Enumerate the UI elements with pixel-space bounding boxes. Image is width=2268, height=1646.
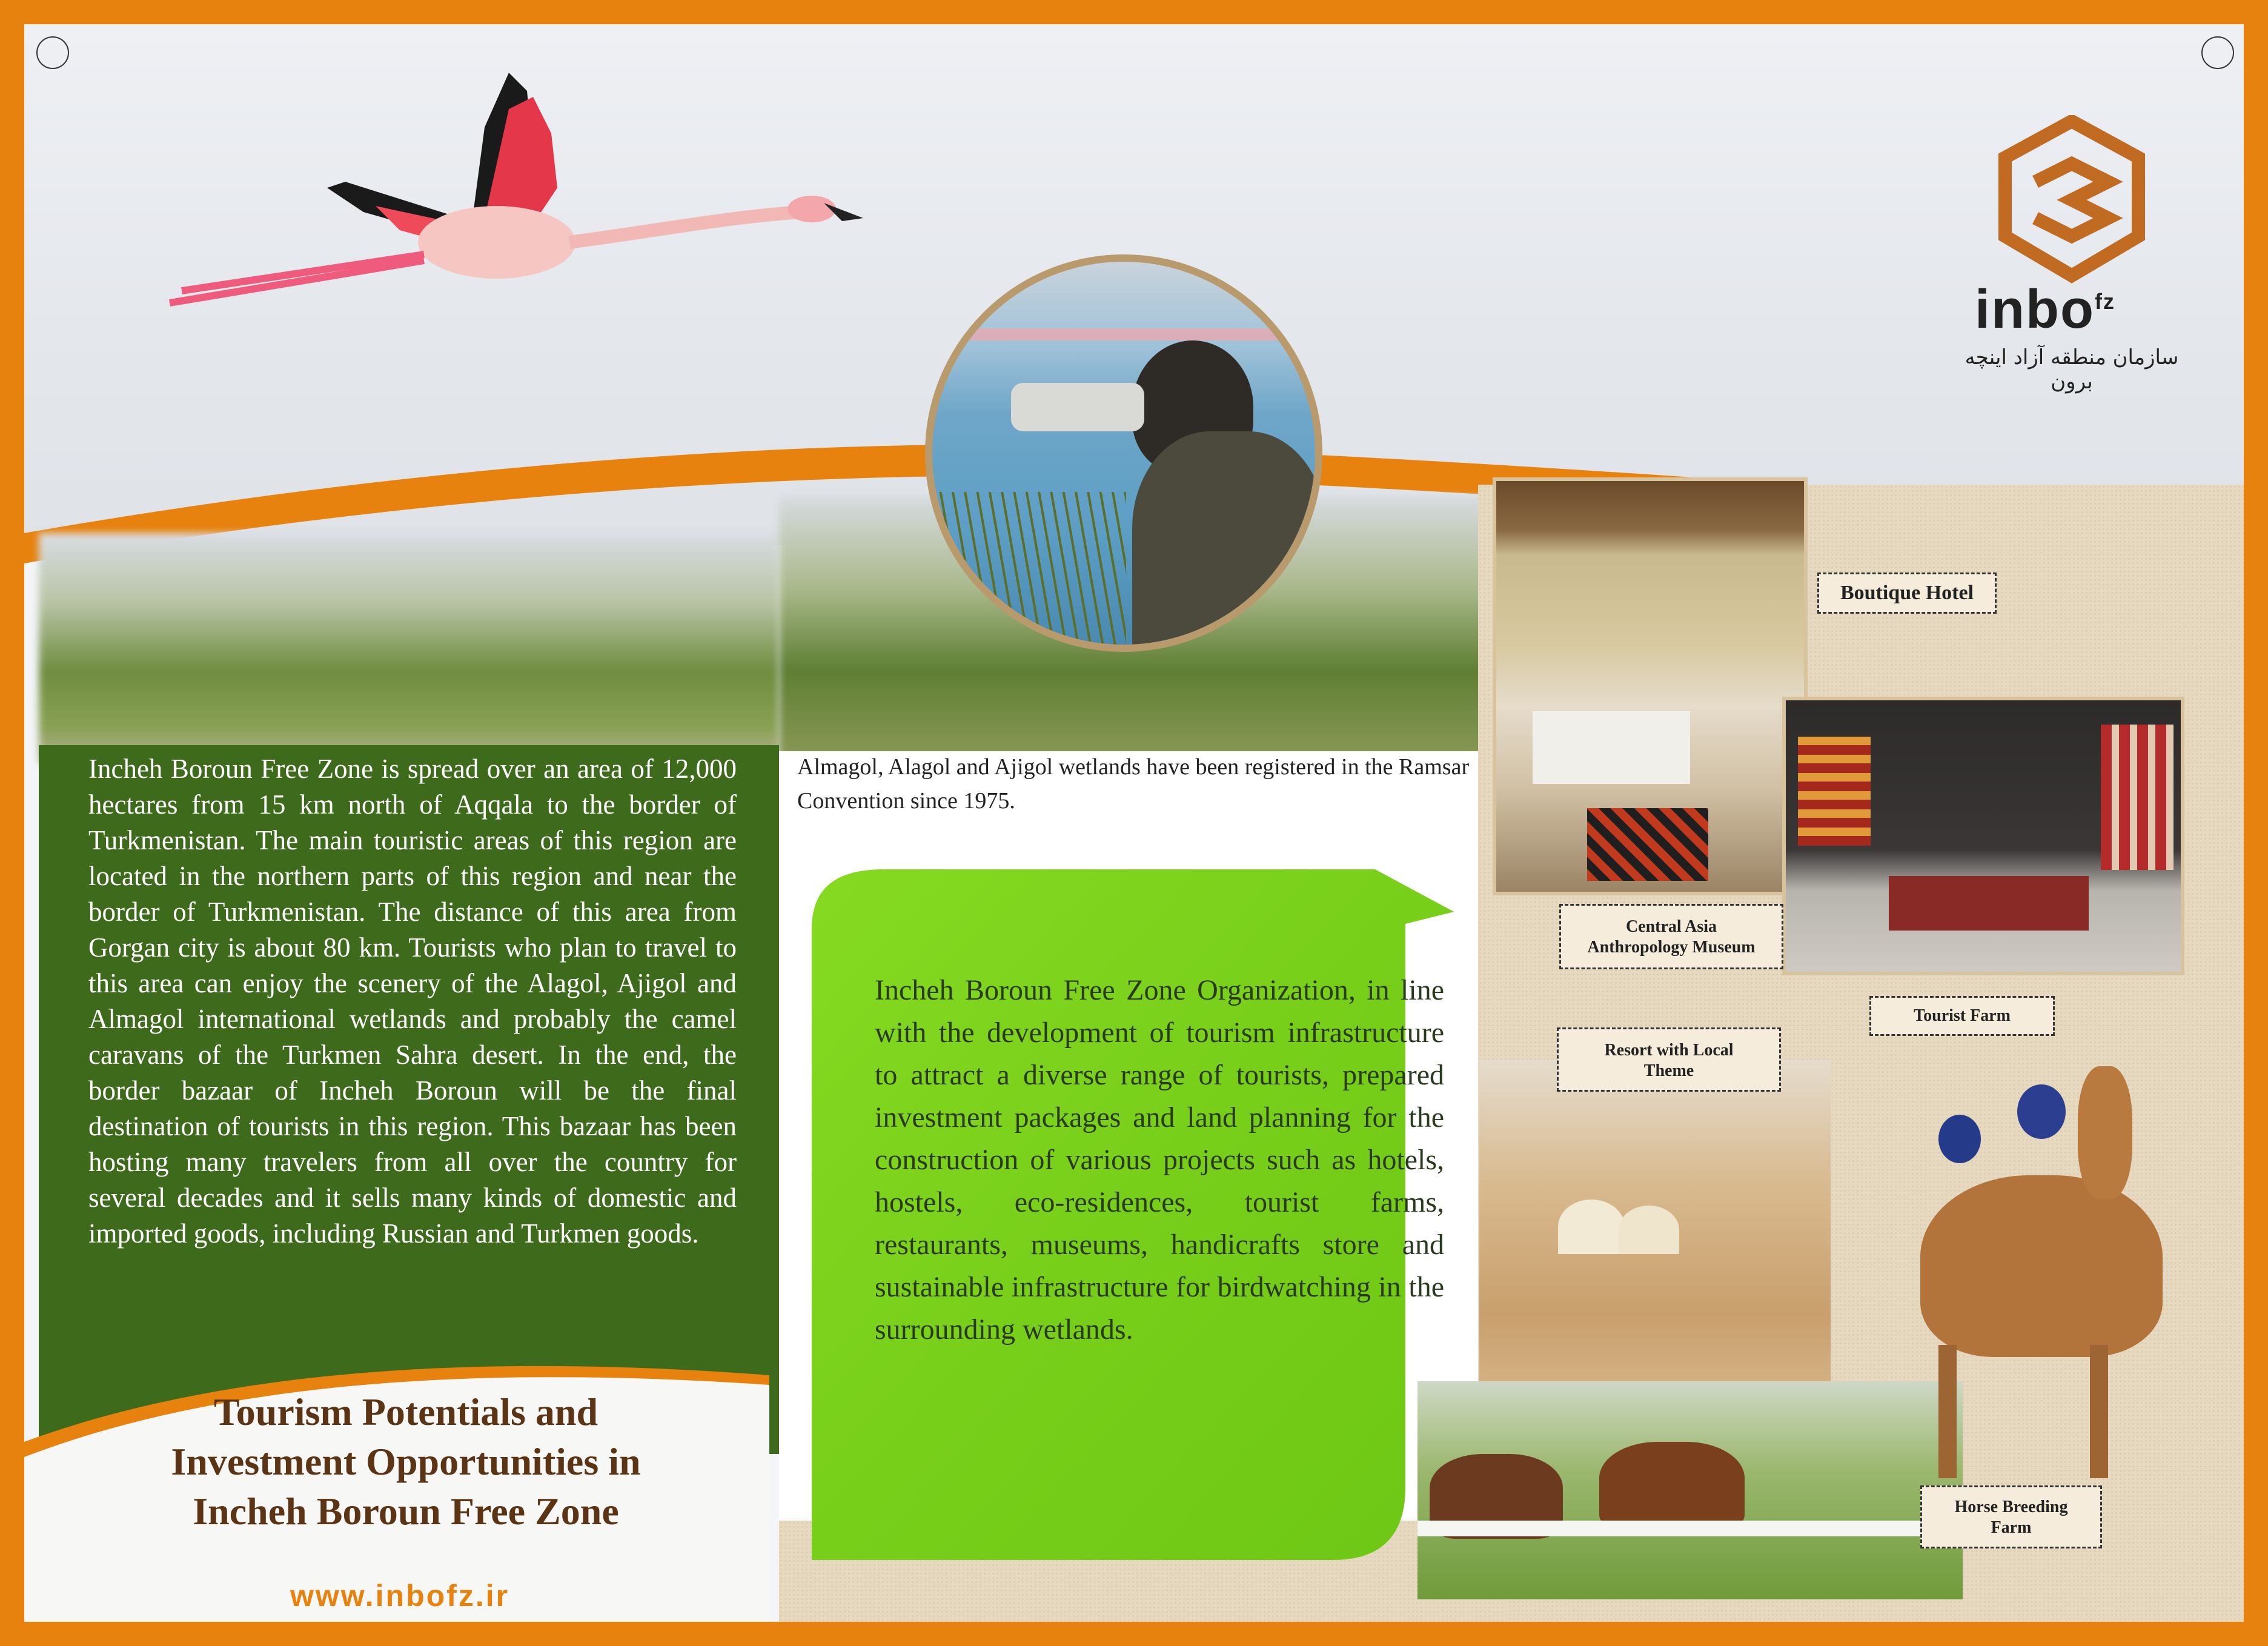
label-boutique-hotel: Boutique Hotel — [1817, 572, 1997, 614]
intro-text: Incheh Boroun Free Zone is spread over an area of 12,000 hectares from 15 km north of Aqqala to the border of Turkmenistan. The main touristic areas of this region are located in the northern parts of this region and near the border of Turkmenistan. The distance of this area from Gorgan city is about 80 km. Tourists who plan to travel to this area can enjoy the scenery of the Alagol, Ajigol and Almagol international wetlands and probably the camel caravans of the Turkmen Sahra desert. In the end, the border bazaar of Incheh Boroun will be the final destination of tourists in this region. This bazaar has been hosting many travelers from all over the country for several decades and it sells many kinds of domestic and imported goods, including Russian and Turkmen goods. — [88, 754, 737, 1249]
camera-lens — [1011, 383, 1144, 431]
horse-farm-photo — [1418, 1381, 1963, 1599]
white-fence — [1418, 1521, 1963, 1536]
label-horse-line-2: Farm — [1991, 1518, 2032, 1537]
hotel-rug — [1587, 808, 1708, 881]
title-line-3: Incheh Boroun Free Zone — [193, 1490, 619, 1533]
logo-suffix: fz — [2094, 289, 2115, 314]
label-horse-farm — [1920, 1485, 2102, 1548]
organization-text: Incheh Boroun Free Zone Organization, in line with the development of tourism infrastructure to attract a diverse range of tourists, prepared investment packages and land planning for the construction of various projects such as hotels, hostels, eco-residences, tourist farms, restaurants, museums, handicrafts store and sustainable infrastructure for birdwatching in the surrounding wetlands. — [875, 974, 1444, 1346]
museum-carpet-right — [2101, 725, 2174, 870]
rider-1 — [2017, 1084, 2066, 1139]
brand-logo — [1957, 115, 2187, 394]
camel-photo — [1896, 1030, 2223, 1490]
label-horse-line-1: Horse Breeding — [1954, 1498, 2068, 1516]
camel-body — [1920, 1175, 2163, 1357]
label-resort — [1557, 1027, 1781, 1092]
wetlands-caption: Almagol, Alagol and Ajigol wetlands have been registered in the Ramsar Convention since 1975. — [797, 754, 1470, 814]
title-line-1: Tourism Potentials and — [213, 1390, 598, 1433]
flamingo-flock-line — [932, 328, 1322, 340]
registration-mark-left — [36, 36, 69, 69]
logo-wordmark: inbo — [1975, 279, 2095, 340]
blurred-landscape-left — [39, 533, 779, 763]
reeds — [932, 492, 1126, 652]
label-museum-line-2: Anthropology Museum — [1587, 938, 1756, 957]
logo-mark-icon — [1993, 115, 2150, 285]
website-link[interactable]: www.inbofz.ir — [290, 1579, 510, 1613]
label-resort-line-2: Theme — [1643, 1061, 1694, 1080]
camel-leg-2 — [2090, 1345, 2108, 1478]
camel-leg-1 — [1938, 1345, 1957, 1478]
logo-persian-text: سازمان منطقه آزاد اینچه برون — [1965, 345, 2179, 394]
photographer-body — [1132, 431, 1322, 652]
flamingo-image — [145, 36, 884, 424]
boutique-hotel-photo — [1493, 477, 1808, 895]
title-line-2: Investment Opportunities in — [171, 1440, 641, 1483]
yurt-2 — [1619, 1206, 1679, 1254]
rider-2 — [1938, 1115, 1981, 1163]
photographer-circle-photo — [925, 254, 1322, 652]
label-tourist-farm: Tourist Farm — [1869, 996, 2055, 1036]
horse-2 — [1599, 1442, 1745, 1533]
museum-carpet-left — [1798, 737, 1871, 846]
registration-mark-right — [2201, 36, 2234, 69]
museum-photo — [1782, 697, 2184, 975]
main-title — [73, 1387, 739, 1536]
yurt-1 — [1558, 1200, 1625, 1254]
label-museum-line-1: Central Asia — [1625, 917, 1717, 936]
museum-floor-carpet — [1889, 876, 2089, 931]
camel-neck — [2078, 1066, 2132, 1200]
label-museum — [1559, 904, 1783, 969]
label-resort-line-1: Resort with Local — [1604, 1041, 1734, 1060]
brochure-page — [24, 24, 2244, 1622]
hotel-bed — [1533, 711, 1690, 784]
